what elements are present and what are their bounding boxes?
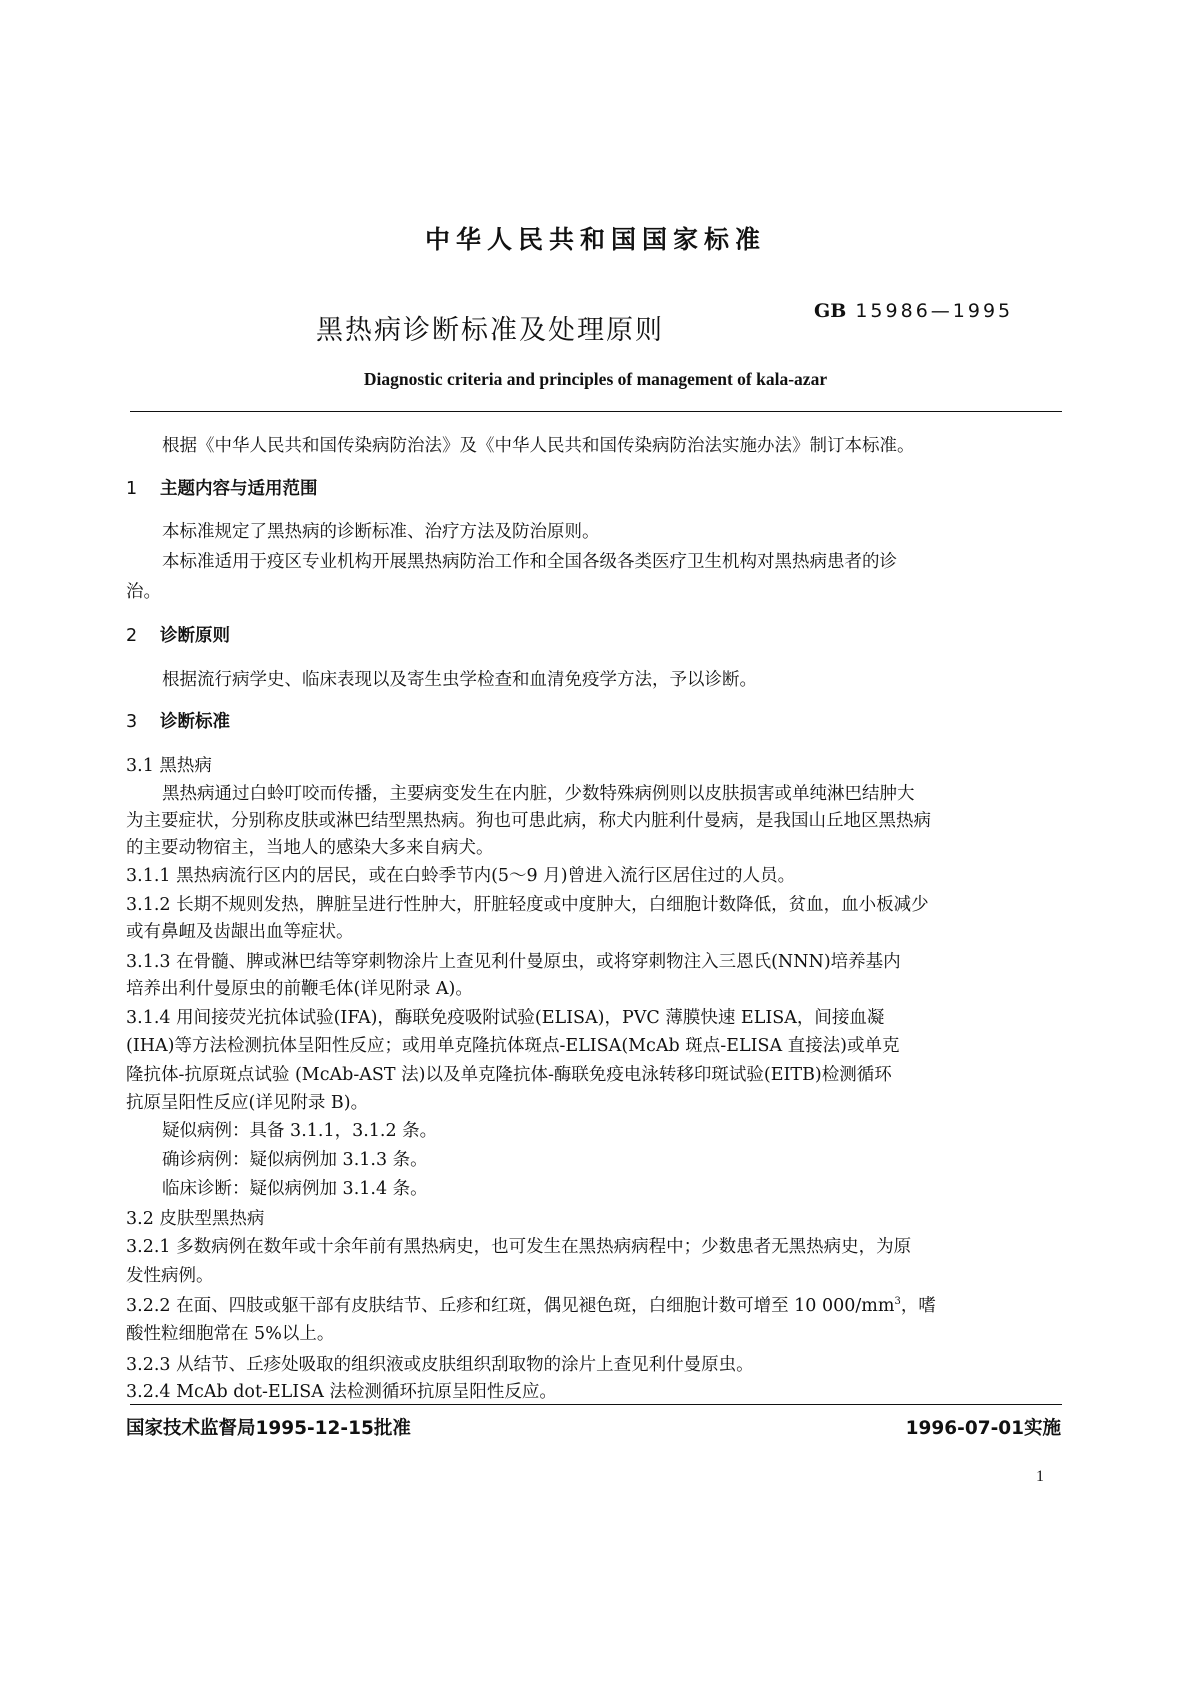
standard-code-prefix: GB	[814, 300, 847, 322]
section-2-para-1: 根据流行病学史、临床表现以及寄生虫学检查和血清免疫学方法，予以诊断。	[162, 670, 757, 690]
clause-3-1-4-line-2: (IHA)等方法检测抗体呈阳性反应；或用单克隆抗体斑点-ELISA(McAb 斑点-ELISA 直接法)或单克	[126, 1036, 900, 1056]
clause-3-2-3: 3.2.3 从结节、丘疹处吸取的组织液或皮肤组织刮取物的涂片上查见利什曼原虫。	[126, 1355, 754, 1375]
section-1-para-2-line-2: 治。	[126, 582, 161, 602]
standard-title-cn: 黑热病诊断标准及处理原则	[316, 315, 664, 346]
approval-statement: 国家技术监督局1995-12-15批准	[126, 1418, 411, 1439]
clause-3-2-2-superscript: 3	[894, 1296, 901, 1308]
clause-3-1-3-line-2: 培养出利什曼原虫的前鞭毛体(详见附录 A)。	[126, 979, 473, 999]
clause-3-1-4-line-1: 3.1.4 用间接荧光抗体试验(IFA)，酶联免疫吸附试验(ELISA)，PVC 薄膜快速 ELISA，间接血凝	[126, 1008, 885, 1028]
clause-3-1-4-line-4: 抗原呈阳性反应(详见附录 B)。	[126, 1093, 369, 1113]
subsection-3-2-heading: 3.2 皮肤型黑热病	[126, 1209, 265, 1229]
clause-3-2-2-line-1	[126, 1292, 936, 1317]
clause-3-2-2-text: 3.2.2 在面、四肢或躯干部有皮肤结节、丘疹和红斑，偶见褪色斑，白细胞计数可增至 10 000/mm	[126, 1296, 895, 1316]
section-2-heading	[126, 622, 230, 647]
section-1-title: 主题内容与适用范围	[160, 479, 318, 499]
clause-3-1-3-line-1: 3.1.3 在骨髓、脾或淋巴结等穿刺物涂片上查见利什曼原虫，或将穿刺物注入三恩氏(NNN)培养基内	[126, 952, 901, 972]
section-1-heading	[126, 475, 318, 500]
clause-3-2-1-line-2: 发性病例。	[126, 1266, 214, 1286]
page-number: 1	[1036, 1468, 1044, 1485]
standard-code-number: 15986—1995	[855, 300, 1014, 322]
section-1-para-1: 本标准规定了黑热病的诊断标准、治疗方法及防治原则。	[162, 522, 600, 542]
clause-3-1-1: 3.1.1 黑热病流行区内的居民，或在白蛉季节内(5～9 月)曾进入流行区居住过的人员。	[126, 866, 796, 886]
clinical-diagnosis: 临床诊断：疑似病例加 3.1.4 条。	[162, 1179, 428, 1199]
section-2-title: 诊断原则	[160, 626, 230, 646]
header-divider	[130, 411, 1062, 412]
section-3-number: 3	[126, 712, 138, 732]
clause-3-2-2-tail: ，嗜	[900, 1296, 936, 1316]
section-3-heading	[126, 708, 230, 733]
section-1-number: 1	[126, 479, 138, 499]
clause-3-1-4-line-3: 隆抗体-抗原斑点试验 (McAb-AST 法)以及单克隆抗体-酶联免疫电泳转移印斑试验(EITB)检测循环	[126, 1065, 892, 1085]
clause-3-2-2-line-2: 酸性粒细胞常在 5%以上。	[126, 1324, 335, 1344]
section-2-number: 2	[126, 626, 138, 646]
clause-3-1-2-line-1: 3.1.2 长期不规则发热，脾脏呈进行性肿大，肝脏轻度或中度肿大，白细胞计数降低，贫血，血小板减少	[126, 895, 929, 915]
confirmed-case: 确诊病例：疑似病例加 3.1.3 条。	[162, 1150, 428, 1170]
subsection-3-1-para-line-1: 黑热病通过白蛉叮咬而传播，主要病变发生在内脏，少数特殊病例则以皮肤损害或单纯淋巴结肿大	[162, 784, 915, 804]
suspected-case: 疑似病例：具备 3.1.1，3.1.2 条。	[162, 1121, 438, 1141]
section-3-title: 诊断标准	[160, 712, 230, 732]
standard-title-en: Diagnostic criteria and principles of management of kala-azar	[363, 369, 828, 389]
standard-code	[814, 300, 1013, 322]
clause-3-2-1-line-1: 3.2.1 多数病例在数年或十余年前有黑热病史，也可发生在黑热病病程中；少数患者无黑热病史，为原	[126, 1237, 912, 1257]
national-standard-heading: 中华人民共和国国家标准	[424, 225, 766, 254]
subsection-3-1-para-line-2: 为主要症状，分别称皮肤或淋巴结型黑热病。狗也可患此病，称犬内脏利什曼病，是我国山丘地区黑热病	[126, 811, 931, 831]
footer-divider	[130, 1404, 1062, 1405]
subsection-3-1-para-line-3: 的主要动物宿主，当地人的感染大多来自病犬。	[126, 838, 494, 858]
implementation-date: 1996-07-01实施	[905, 1418, 1061, 1439]
clause-3-2-4: 3.2.4 McAb dot-ELISA 法检测循环抗原呈阳性反应。	[126, 1382, 557, 1402]
intro-paragraph: 根据《中华人民共和国传染病防治法》及《中华人民共和国传染病防治法实施办法》制订本标准。	[162, 436, 915, 456]
subsection-3-1-heading: 3.1 黑热病	[126, 756, 212, 776]
clause-3-1-2-line-2: 或有鼻衄及齿龈出血等症状。	[126, 922, 354, 942]
section-1-para-2-line-1: 本标准适用于疫区专业机构开展黑热病防治工作和全国各级各类医疗卫生机构对黑热病患者的诊	[162, 552, 897, 572]
